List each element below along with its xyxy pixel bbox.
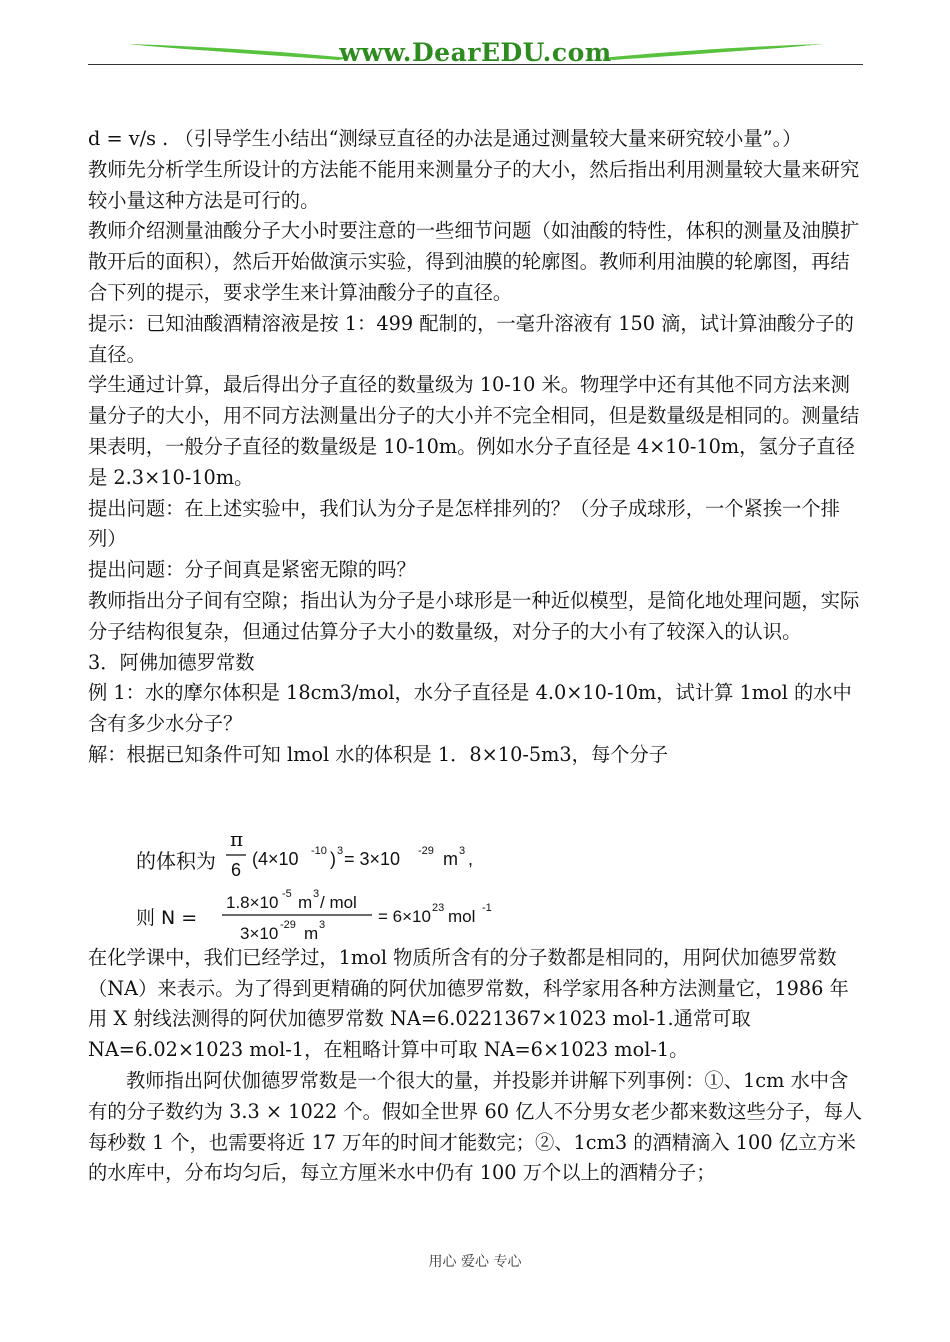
paragraph: 提出问题：在上述实验中，我们认为分子是怎样排列的？（分子成球形，一个紧挨一个排列）	[88, 496, 840, 551]
section-heading: 3．阿佛加德罗常数	[88, 650, 255, 674]
formula-exponent: -5	[282, 888, 292, 900]
formula-text: / mol	[320, 893, 357, 912]
formula-exponent: -29	[280, 919, 296, 931]
formula-exponent: 3	[337, 845, 344, 857]
formula-text: (4×10	[252, 849, 299, 869]
formula-text: ,	[468, 849, 474, 869]
formula-exponent: 3	[459, 845, 466, 857]
page-footer: 用心 爱心 专心	[428, 1254, 522, 1270]
formula-text: = 3×10	[344, 849, 401, 869]
document-body	[88, 120, 866, 1189]
formula-exponent: 3	[319, 919, 326, 931]
paragraph: 教师指出阿伏伽德罗常数是一个很大的量，并投影并讲解下列事例：①、1cm 水中含有的分子数约为 3.3 × 1022 个。假如全世界 60 亿人不分男女老少都来数这些分子，每人每秒数 1 个，也需要将近 17 万年的时间才能数完；②、1cm3 的酒精滴入 100 亿立方米的水库中，分布均匀后，每立方厘米水中仍有 100 万个以上的酒精分子；	[88, 1068, 863, 1185]
paragraph: 教师先分析学生所设计的方法能不能用来测量分子的大小，然后指出利用测量较大量来研究较小量这种方法是可行的。	[88, 157, 860, 212]
formula-text: 的体积为	[136, 849, 216, 873]
formula-text: m	[443, 849, 458, 869]
formula-image	[128, 822, 548, 952]
formula-text: m	[304, 924, 319, 943]
formula-text: )	[330, 849, 336, 869]
formula-text: mol	[448, 907, 476, 926]
formula-result: = 6×10	[378, 907, 431, 926]
paragraph: 在化学课中，我们已经学过，1mol 物质所含有的分子数都是相同的，用阿伏加德罗常数（NA）来表示。为了得到更精确的阿伏加德罗常数，科学家用各种方法测量它，1986 年用 X 射线法测得的阿伏加德罗常数 NA=6.0221367×1023 mol-1.通常可取 NA=6.02×1023 mol-1，在粗略计算中可取 NA=6×1023 mol-1。	[88, 945, 849, 1062]
formula-exponent: 23	[432, 902, 445, 914]
paragraph: 教师指出分子间有空隙；指出认为分子是小球形是一种近似模型，是简化地处理问题，实际分子结构很复杂，但通过估算分子大小的数量级，对分子的大小有了较深入的认识。	[88, 588, 860, 643]
header-rule	[88, 64, 863, 65]
formula-exponent: -1	[482, 902, 492, 914]
paragraph: 提出问题：分子间真是紧密无隙的吗？	[88, 558, 416, 582]
paragraph: 例 1：水的摩尔体积是 18cm3/mol，水分子直径是 4.0×10-10m，试计算 1mol 的水中含有多少水分子？	[88, 681, 852, 736]
formula-text: 则 N =	[136, 907, 198, 929]
formula-exponent: 3	[313, 888, 320, 900]
formula-exponent: -29	[418, 845, 434, 857]
brand-logo-text[interactable]: www.DearEDU.com	[339, 38, 612, 67]
formula-six: 6	[231, 860, 242, 880]
paragraph: 解：根据已知条件可知 lmol 水的体积是 1．8×10-5m3，每个分子	[88, 742, 669, 766]
formula-text: m	[298, 893, 313, 912]
formula-exponent: -10	[311, 845, 327, 857]
formula-numerator: 1.8×10	[226, 893, 279, 912]
paragraph: 提示：已知油酸酒精溶液是按 1：499 配制的，一毫升溶液有 150 滴，试计算油酸分子的直径。	[88, 311, 854, 366]
paragraph: 学生通过计算，最后得出分子直径的数量级为 10-10 米。物理学中还有其他不同方法来测量分子的大小，用不同方法测量出分子的大小并不完全相同，但是数量级是相同的。测量结果表明，一般分子直径的数量级是 10-10m。例如水分子直径是 4×10-10m，氢分子直径是 2.3×10-10m。	[88, 373, 860, 489]
formula-denominator: 3×10	[240, 924, 279, 943]
paragraph: d = v/s . （引导学生小结出“测绿豆直径的办法是通过测量较大量来研究较小量”。）	[88, 127, 802, 150]
paragraph: 教师介绍测量油酸分子大小时要注意的一些细节问题（如油酸的特性，体积的测量及油膜扩散开后的面积），然后开始做演示实验，得到油膜的轮廓图。教师利用油膜的轮廓图，再结合下列的提示，要求学生来计算油酸分子的直径。	[88, 219, 860, 304]
formula-pi: π	[230, 827, 244, 851]
